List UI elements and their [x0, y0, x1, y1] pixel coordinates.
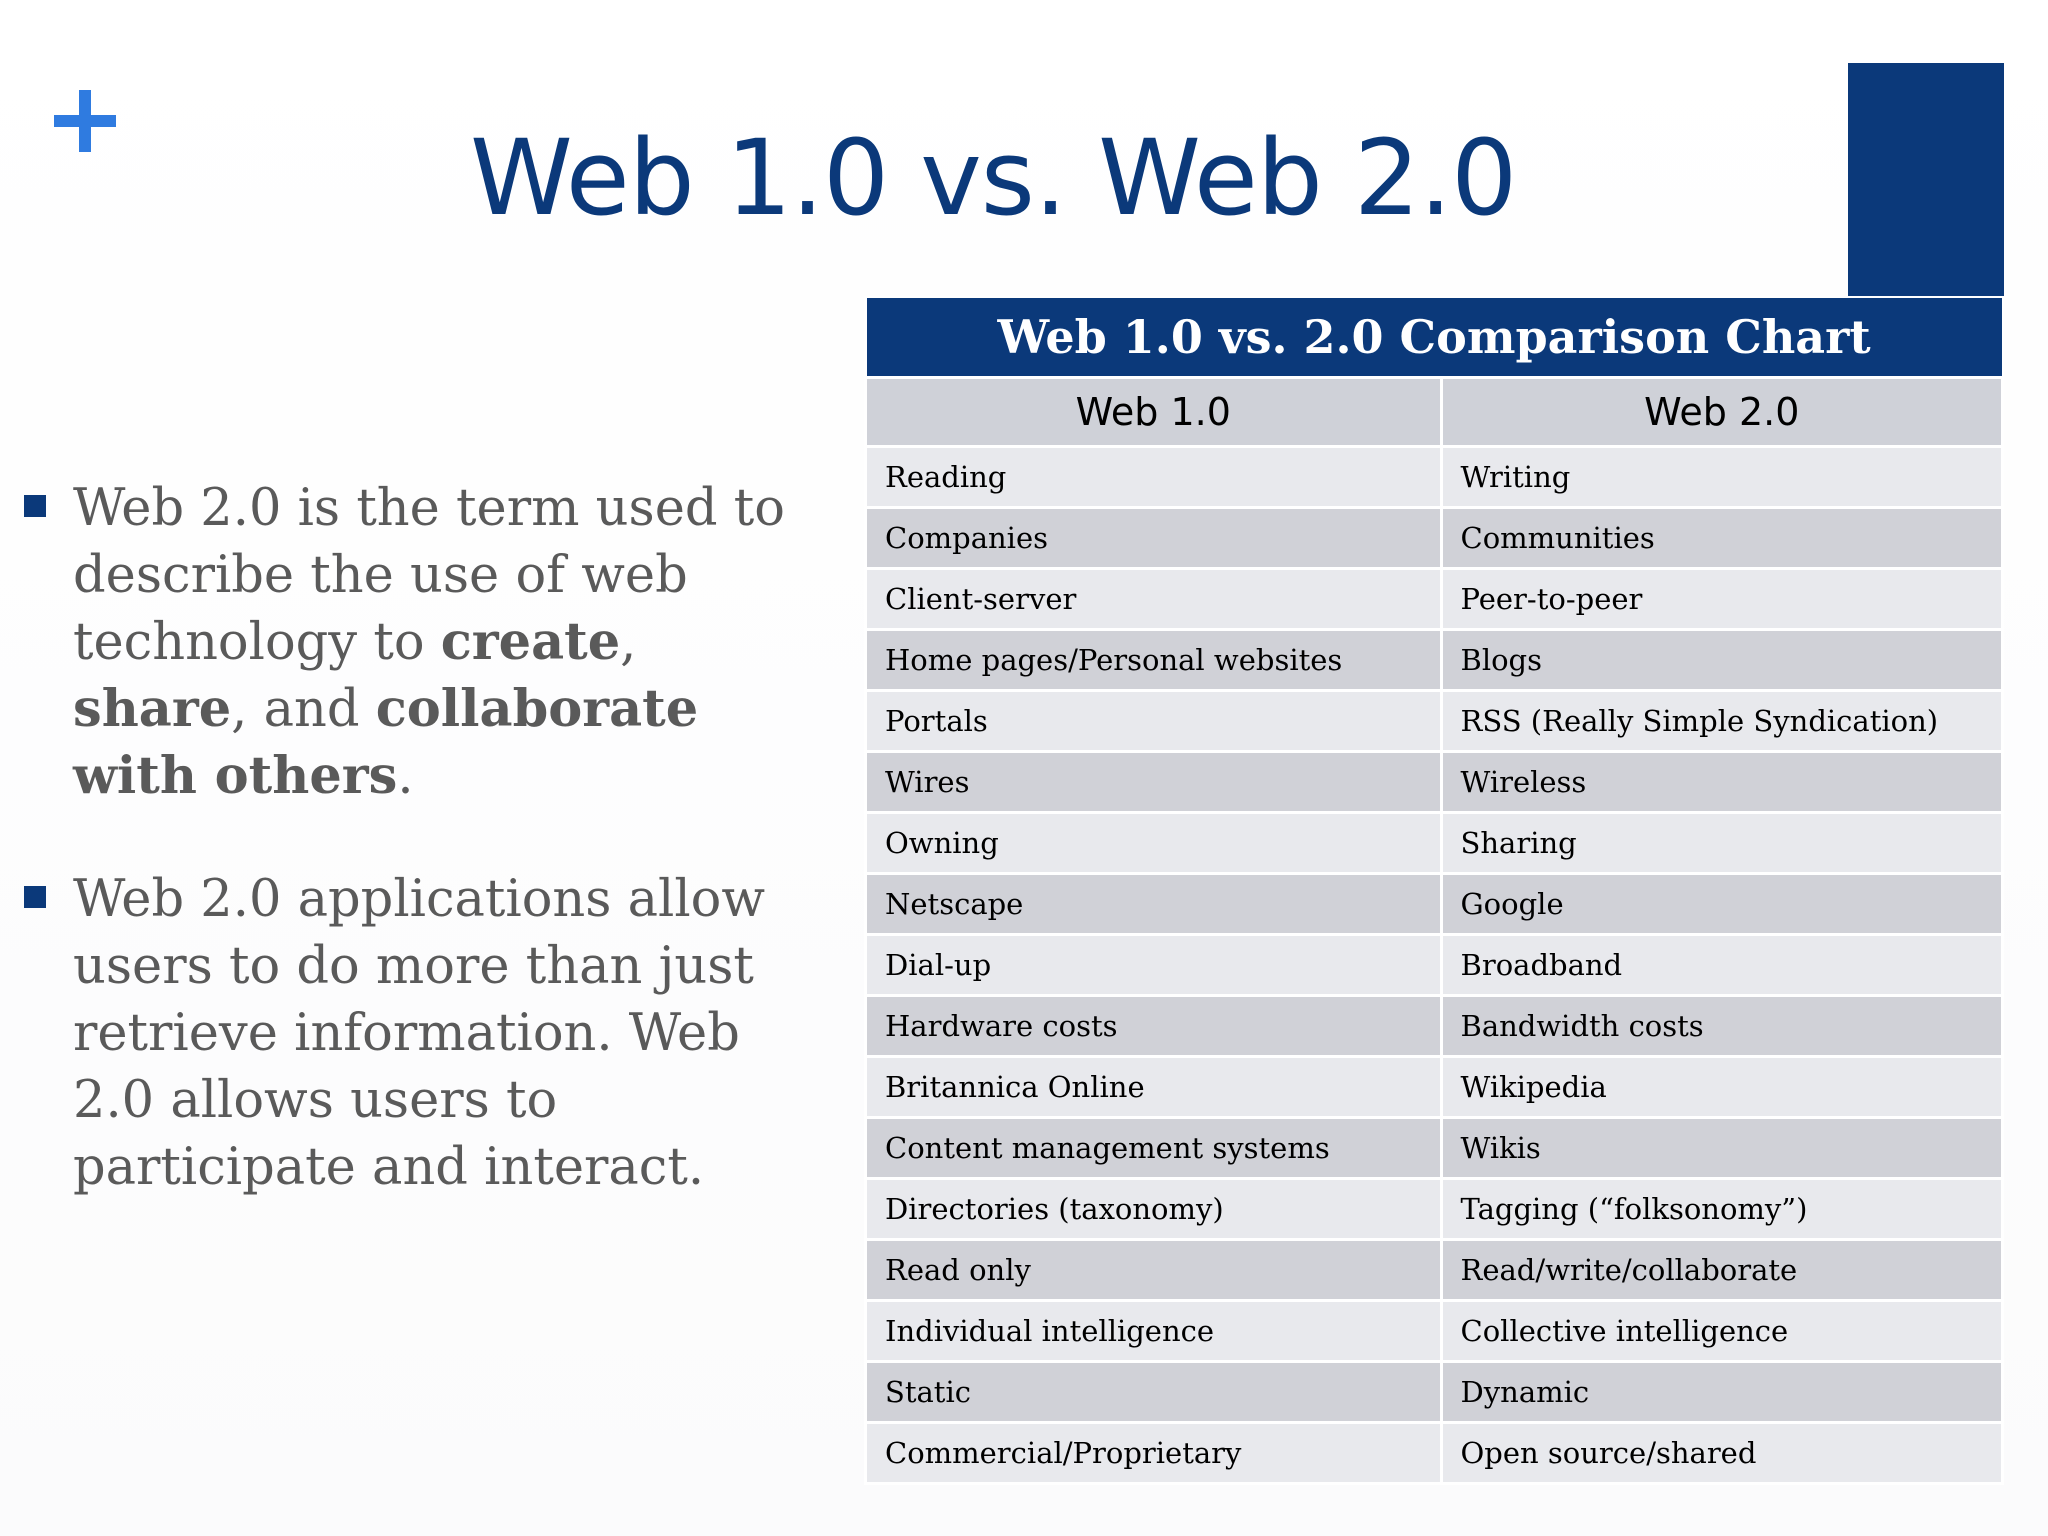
- cell-web2: Communities: [1441, 508, 2002, 569]
- bullet-segment: Web 2.0 applications allow users to do more than just retrieve information. Web 2.0 allows users to participate and interact.: [73, 870, 766, 1197]
- bullet-segment-bold: create: [440, 612, 621, 672]
- bullet-text: [73, 479, 785, 806]
- cell-web1: Individual intelligence: [866, 1301, 1442, 1362]
- table-row: [866, 1301, 2003, 1362]
- cell-web2: Dynamic: [1441, 1362, 2002, 1423]
- table-row: [866, 508, 2003, 569]
- cell-web1: Britannica Online: [866, 1057, 1442, 1118]
- cell-web1: Client-server: [866, 569, 1442, 630]
- cell-web1: Home pages/Personal websites: [866, 630, 1442, 691]
- cell-web1: Netscape: [866, 874, 1442, 935]
- table-header-row: [866, 378, 2003, 447]
- table-row: [866, 630, 2003, 691]
- table-row: [866, 874, 2003, 935]
- cell-web1: Read only: [866, 1240, 1442, 1301]
- cell-web2: Blogs: [1441, 630, 2002, 691]
- table-row: [866, 996, 2003, 1057]
- bullet-segment: Web 2.0 is the term used to describe the use of web technology to: [73, 479, 785, 672]
- cell-web2: Wikipedia: [1441, 1057, 2002, 1118]
- cell-web2: Wikis: [1441, 1118, 2002, 1179]
- cell-web2: Wireless: [1441, 752, 2002, 813]
- cell-web2: Writing: [1441, 447, 2002, 508]
- comparison-table: [864, 296, 2004, 1485]
- cell-web2: Collective intelligence: [1441, 1301, 2002, 1362]
- bullet-segment-bold: share: [73, 679, 232, 739]
- cell-web2: Peer-to-peer: [1441, 569, 2002, 630]
- column-header-web2: Web 2.0: [1441, 378, 2002, 447]
- table-row: [866, 691, 2003, 752]
- bullet-list: [20, 475, 810, 1257]
- cell-web2: Broadband: [1441, 935, 2002, 996]
- slide-title: Web 1.0 vs. Web 2.0: [470, 117, 1517, 239]
- table-row: [866, 1423, 2003, 1484]
- table-row: [866, 1179, 2003, 1240]
- cell-web1: Portals: [866, 691, 1442, 752]
- plus-icon: [54, 90, 116, 152]
- bullet-segment: ,: [620, 613, 637, 672]
- cell-web1: Hardware costs: [866, 996, 1442, 1057]
- cell-web1: Content management systems: [866, 1118, 1442, 1179]
- cell-web1: Dial-up: [866, 935, 1442, 996]
- table-caption-row: [866, 297, 2003, 378]
- bullet-segment: , and: [231, 680, 376, 739]
- table-row: [866, 1240, 2003, 1301]
- bullet-text: [73, 870, 765, 1197]
- bullet-item: [20, 866, 810, 1201]
- bullet-segment: .: [397, 747, 414, 806]
- cell-web1: Static: [866, 1362, 1442, 1423]
- table-row: [866, 1118, 2003, 1179]
- cell-web2: Sharing: [1441, 813, 2002, 874]
- square-bullet-icon: [24, 886, 46, 908]
- bullet-segment-bold: collaborate with others: [73, 679, 699, 806]
- cell-web2: Google: [1441, 874, 2002, 935]
- cell-web1: Directories (taxonomy): [866, 1179, 1442, 1240]
- cell-web2: Open source/shared: [1441, 1423, 2002, 1484]
- table-row: [866, 935, 2003, 996]
- cell-web1: Owning: [866, 813, 1442, 874]
- table-caption: Web 1.0 vs. 2.0 Comparison Chart: [866, 297, 2003, 378]
- cell-web2: Tagging (“folksonomy”): [1441, 1179, 2002, 1240]
- square-bullet-icon: [24, 495, 46, 517]
- cell-web2: Read/write/collaborate: [1441, 1240, 2002, 1301]
- cell-web1: Wires: [866, 752, 1442, 813]
- cell-web1: Companies: [866, 508, 1442, 569]
- cell-web1: Reading: [866, 447, 1442, 508]
- table-row: [866, 813, 2003, 874]
- table-row: [866, 752, 2003, 813]
- table-row: [866, 1362, 2003, 1423]
- cell-web2: RSS (Really Simple Syndication): [1441, 691, 2002, 752]
- table-row: [866, 1057, 2003, 1118]
- column-header-web1: Web 1.0: [866, 378, 1442, 447]
- table-row: [866, 447, 2003, 508]
- table-row: [866, 569, 2003, 630]
- cell-web2: Bandwidth costs: [1441, 996, 2002, 1057]
- bullet-item: [20, 475, 810, 810]
- cell-web1: Commercial/Proprietary: [866, 1423, 1442, 1484]
